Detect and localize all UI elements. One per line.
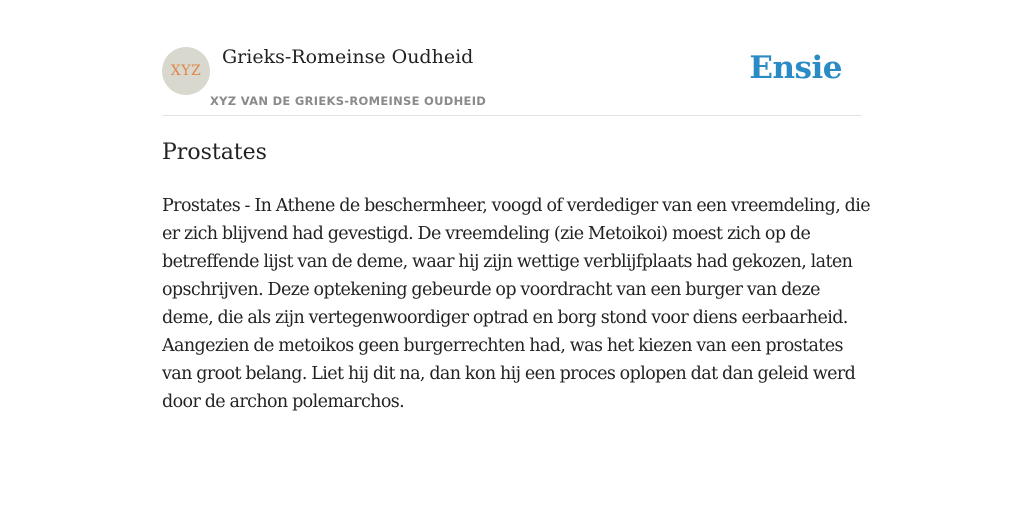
entry-title: Prostates bbox=[162, 140, 267, 165]
ensie-logo-link[interactable]: Ensie bbox=[749, 50, 842, 86]
dictionary-avatar[interactable]: XYZ bbox=[162, 47, 210, 95]
dictionary-subtitle: XYZ VAN DE GRIEKS-ROMEINSE OUDHEID bbox=[210, 94, 487, 108]
dictionary-header bbox=[162, 40, 862, 116]
entry-body: Prostates - In Athene de beschermheer, voogd of verdediger van een vreemdeling, die er zich blijvend had gevestigd. De vreemdeling (zie Metoikoi) moest zich op de betreffende lijst van de deme, waar hij zijn wettige verblijfplaats had gekozen, laten opschrijven. Deze optekening gebeurde op voordracht van een burger van deze deme, die als zijn vertegenwoordiger optrad en borg stond voor diens eerbaarheid. Aangezien de metoikos geen burgerrechten had, was het kiezen van een prostates van groot belang. Liet hij dit na, dan kon hij een proces oplopen dat dan geleid werd door de archon polemarchos. bbox=[162, 196, 870, 412]
dictionary-title[interactable]: Grieks-Romeinse Oudheid bbox=[222, 46, 474, 68]
